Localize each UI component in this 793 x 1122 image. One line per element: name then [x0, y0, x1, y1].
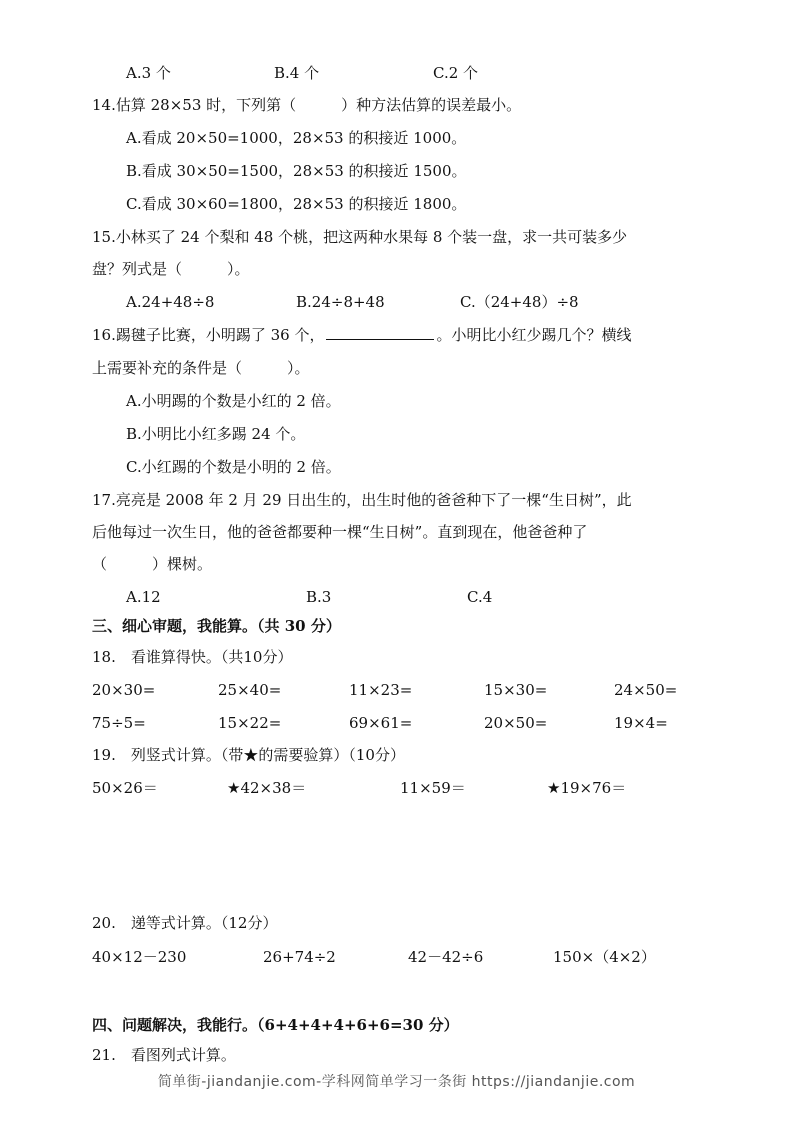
q18-item: 11×23=: [349, 681, 413, 699]
q16-stem-part-a: 16.踢毽子比赛，小明踢了 36 个，: [92, 326, 325, 344]
q20-item: 40×12－230: [92, 948, 187, 966]
q14-option-b: B.看成 30×50=1500，28×53 的积接近 1500。: [126, 162, 467, 180]
q20-item: 42－42÷6: [408, 948, 484, 966]
q17-stem-line2: 后他每过一次生日，他的爸爸都要种一棵“生日树”。直到现在，他爸爸种了: [92, 523, 588, 541]
q18-item: 20×30=: [92, 681, 156, 699]
q21-title: 21. 看图列式计算。: [92, 1046, 236, 1064]
q16-option-c: C.小红踢的个数是小明的 2 倍。: [126, 458, 341, 476]
q13-option-a: A.3 个: [126, 64, 171, 82]
q18-item: 24×50=: [614, 681, 678, 699]
q15-stem-line2: 盘？列式是（ ）。: [92, 260, 250, 278]
q19-item: ★42×38＝: [227, 779, 307, 797]
q18-item: 25×40=: [218, 681, 282, 699]
q18-title: 18. 看谁算得快。（共10分）: [92, 648, 293, 666]
q18-item: 19×4=: [614, 714, 668, 732]
q17-stem-line1: 17.亮亮是 2008 年 2 月 29 日出生的，出生时他的爸爸种下了一棵“生日树”，此: [92, 491, 632, 509]
answer-blank-line: [326, 325, 434, 340]
q16-stem-part-b: 。小明比小红少踢几个？横线: [436, 326, 632, 344]
q19-item: ★19×76＝: [547, 779, 627, 797]
q17-stem-line3: （ ）棵树。: [92, 555, 213, 573]
q19-item: 11×59＝: [400, 779, 466, 797]
q17-option-a: A.12: [126, 588, 161, 606]
q18-item: 15×22=: [218, 714, 282, 732]
q16-stem-line1: [92, 325, 632, 345]
q14-option-a: A.看成 20×50=1000，28×53 的积接近 1000。: [126, 129, 467, 147]
q13-option-c: C.2 个: [433, 64, 479, 82]
q20-item: 150×（4×2）: [553, 948, 656, 966]
q20-title: 20. 递等式计算。（12分）: [92, 914, 278, 932]
q19-title: 19. 列竖式计算。（带★的需要验算）（10分）: [92, 746, 405, 764]
q18-item: 75÷5=: [92, 714, 146, 732]
q18-item: 15×30=: [484, 681, 548, 699]
q18-item: 20×50=: [484, 714, 548, 732]
q13-option-b: B.4 个: [274, 64, 320, 82]
q15-option-b: B.24÷8+48: [296, 293, 385, 311]
section3-title: 三、细心审题，我能算。（共 30 分）: [92, 617, 341, 635]
q16-stem-line2: 上需要补充的条件是（ ）。: [92, 359, 310, 377]
q17-option-c: C.4: [467, 588, 493, 606]
q18-item: 69×61=: [349, 714, 413, 732]
q14-option-c: C.看成 30×60=1800，28×53 的积接近 1800。: [126, 195, 467, 213]
q19-item: 50×26＝: [92, 779, 158, 797]
q16-option-b: B.小明比小红多踢 24 个。: [126, 425, 306, 443]
q15-stem-line1: 15.小林买了 24 个梨和 48 个桃，把这两种水果每 8 个装一盘，求一共可装多少: [92, 228, 628, 246]
section4-title: 四、问题解决，我能行。（6+4+4+4+6+6=30 分）: [92, 1016, 459, 1034]
q17-option-b: B.3: [306, 588, 332, 606]
q15-option-c: C.（24+48）÷8: [460, 293, 579, 311]
q15-option-a: A.24+48÷8: [126, 293, 215, 311]
q14-stem: 14.估算 28×53 时，下列第（ ）种方法估算的误差最小。: [92, 96, 522, 114]
q20-item: 26+74÷2: [263, 948, 336, 966]
q16-option-a: A.小明踢的个数是小红的 2 倍。: [126, 392, 341, 410]
footer-watermark: 简单街-jiandanjie.com-学科网简单学习一条街 https://jiandanjie.com: [157, 1074, 636, 1090]
